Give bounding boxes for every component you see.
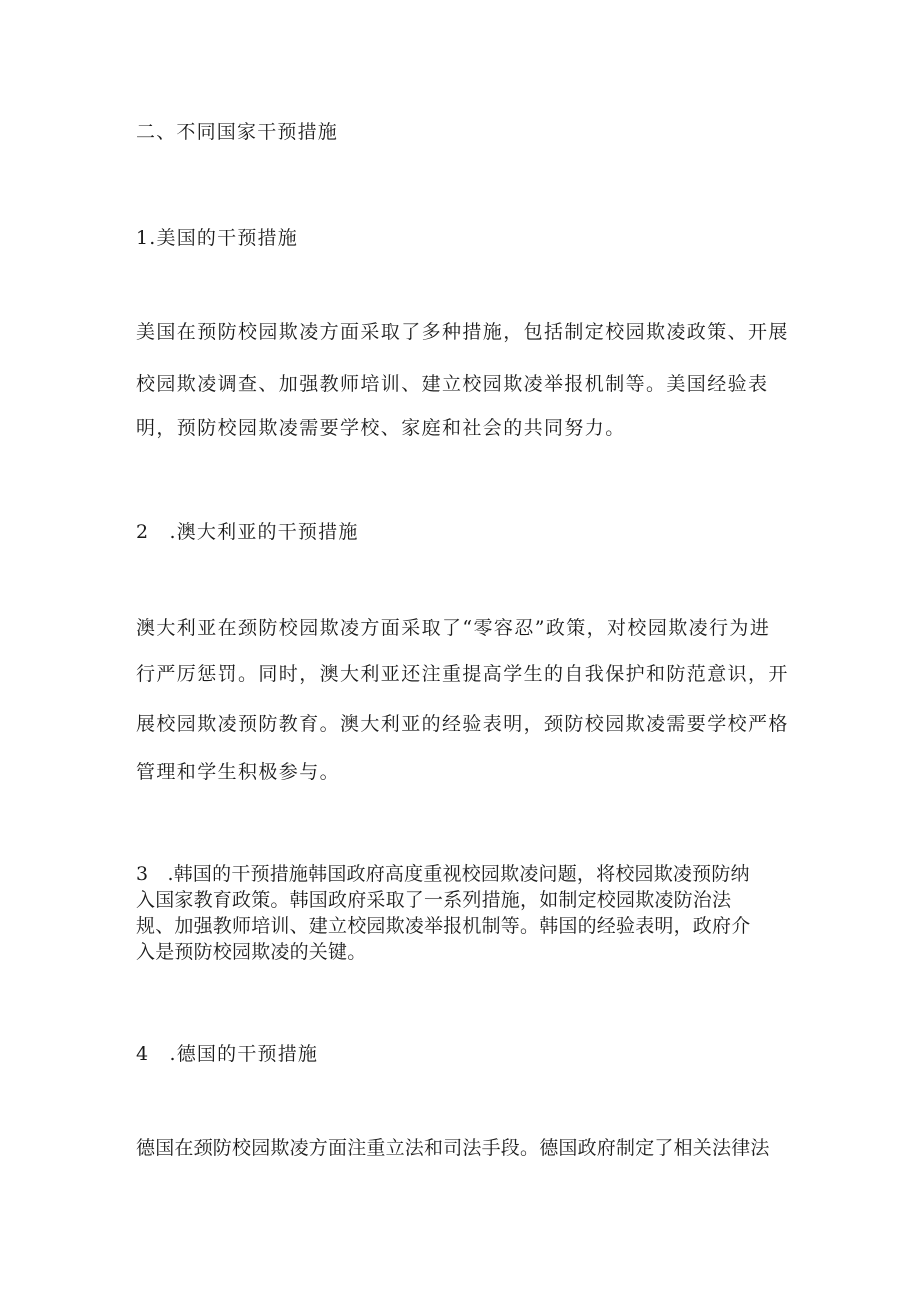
heading-australia: 2 .澳大利亚的干预措施 — [136, 521, 359, 543]
paragraph-korea-line-1: 3 .韩国的干预措施韩国政府高度重视校园欺凌问题，将校园欺凌预防纳 — [136, 863, 750, 885]
paragraph-korea-line-4: 入是预防校园欺凌的关键。 — [136, 941, 367, 963]
paragraph-australia-line-1: 澳大利亚在颈防校园欺凌方面采取了“零容忍”政策，对校园欺凌行为进 — [136, 617, 771, 639]
heading-germany: 4 .德国的干预措施 — [136, 1043, 319, 1065]
paragraph-usa-line-3: 明，预防校园欺凌需要学校、家庭和社会的共同努力。 — [136, 417, 626, 439]
paragraph-usa-line-2: 校园欺凌调查、加强教师培训、建立校园欺凌举报机制等。美国经验表 — [136, 373, 769, 395]
paragraph-korea-line-3: 规、加强教师培训、建立校园欺凌举报机制等。韩国的经验表明，政府介 — [136, 915, 751, 937]
paragraph-germany-line-1: 德国在颈防校园欺凌方面注重立法和司法手段。德国政府制定了相关法律法 — [136, 1137, 770, 1159]
paragraph-usa-line-1: 美国在预防校园欺凌方面采取了多种措施，包括制定校园欺凌政策、开展 — [136, 321, 789, 343]
paragraph-australia-line-4: 管理和学生积极参与。 — [136, 761, 341, 783]
paragraph-australia-line-3: 展校园欺凌预防教育。澳大利亚的经验表明，颈防校园欺凌需要学校严格 — [136, 713, 789, 735]
section-title: 二、不同国家干预措施 — [136, 121, 339, 143]
heading-usa: 1.美国的干预措施 — [136, 227, 298, 249]
paragraph-korea-line-2: 入国家教育政策。韩国政府采取了一系列措施，如制定校园欺凌防治法 — [136, 889, 732, 911]
paragraph-australia-line-2: 行严厉惩罚。同时，澳大利亚还注重提高学生的自我保护和防范意识，开 — [136, 663, 789, 685]
